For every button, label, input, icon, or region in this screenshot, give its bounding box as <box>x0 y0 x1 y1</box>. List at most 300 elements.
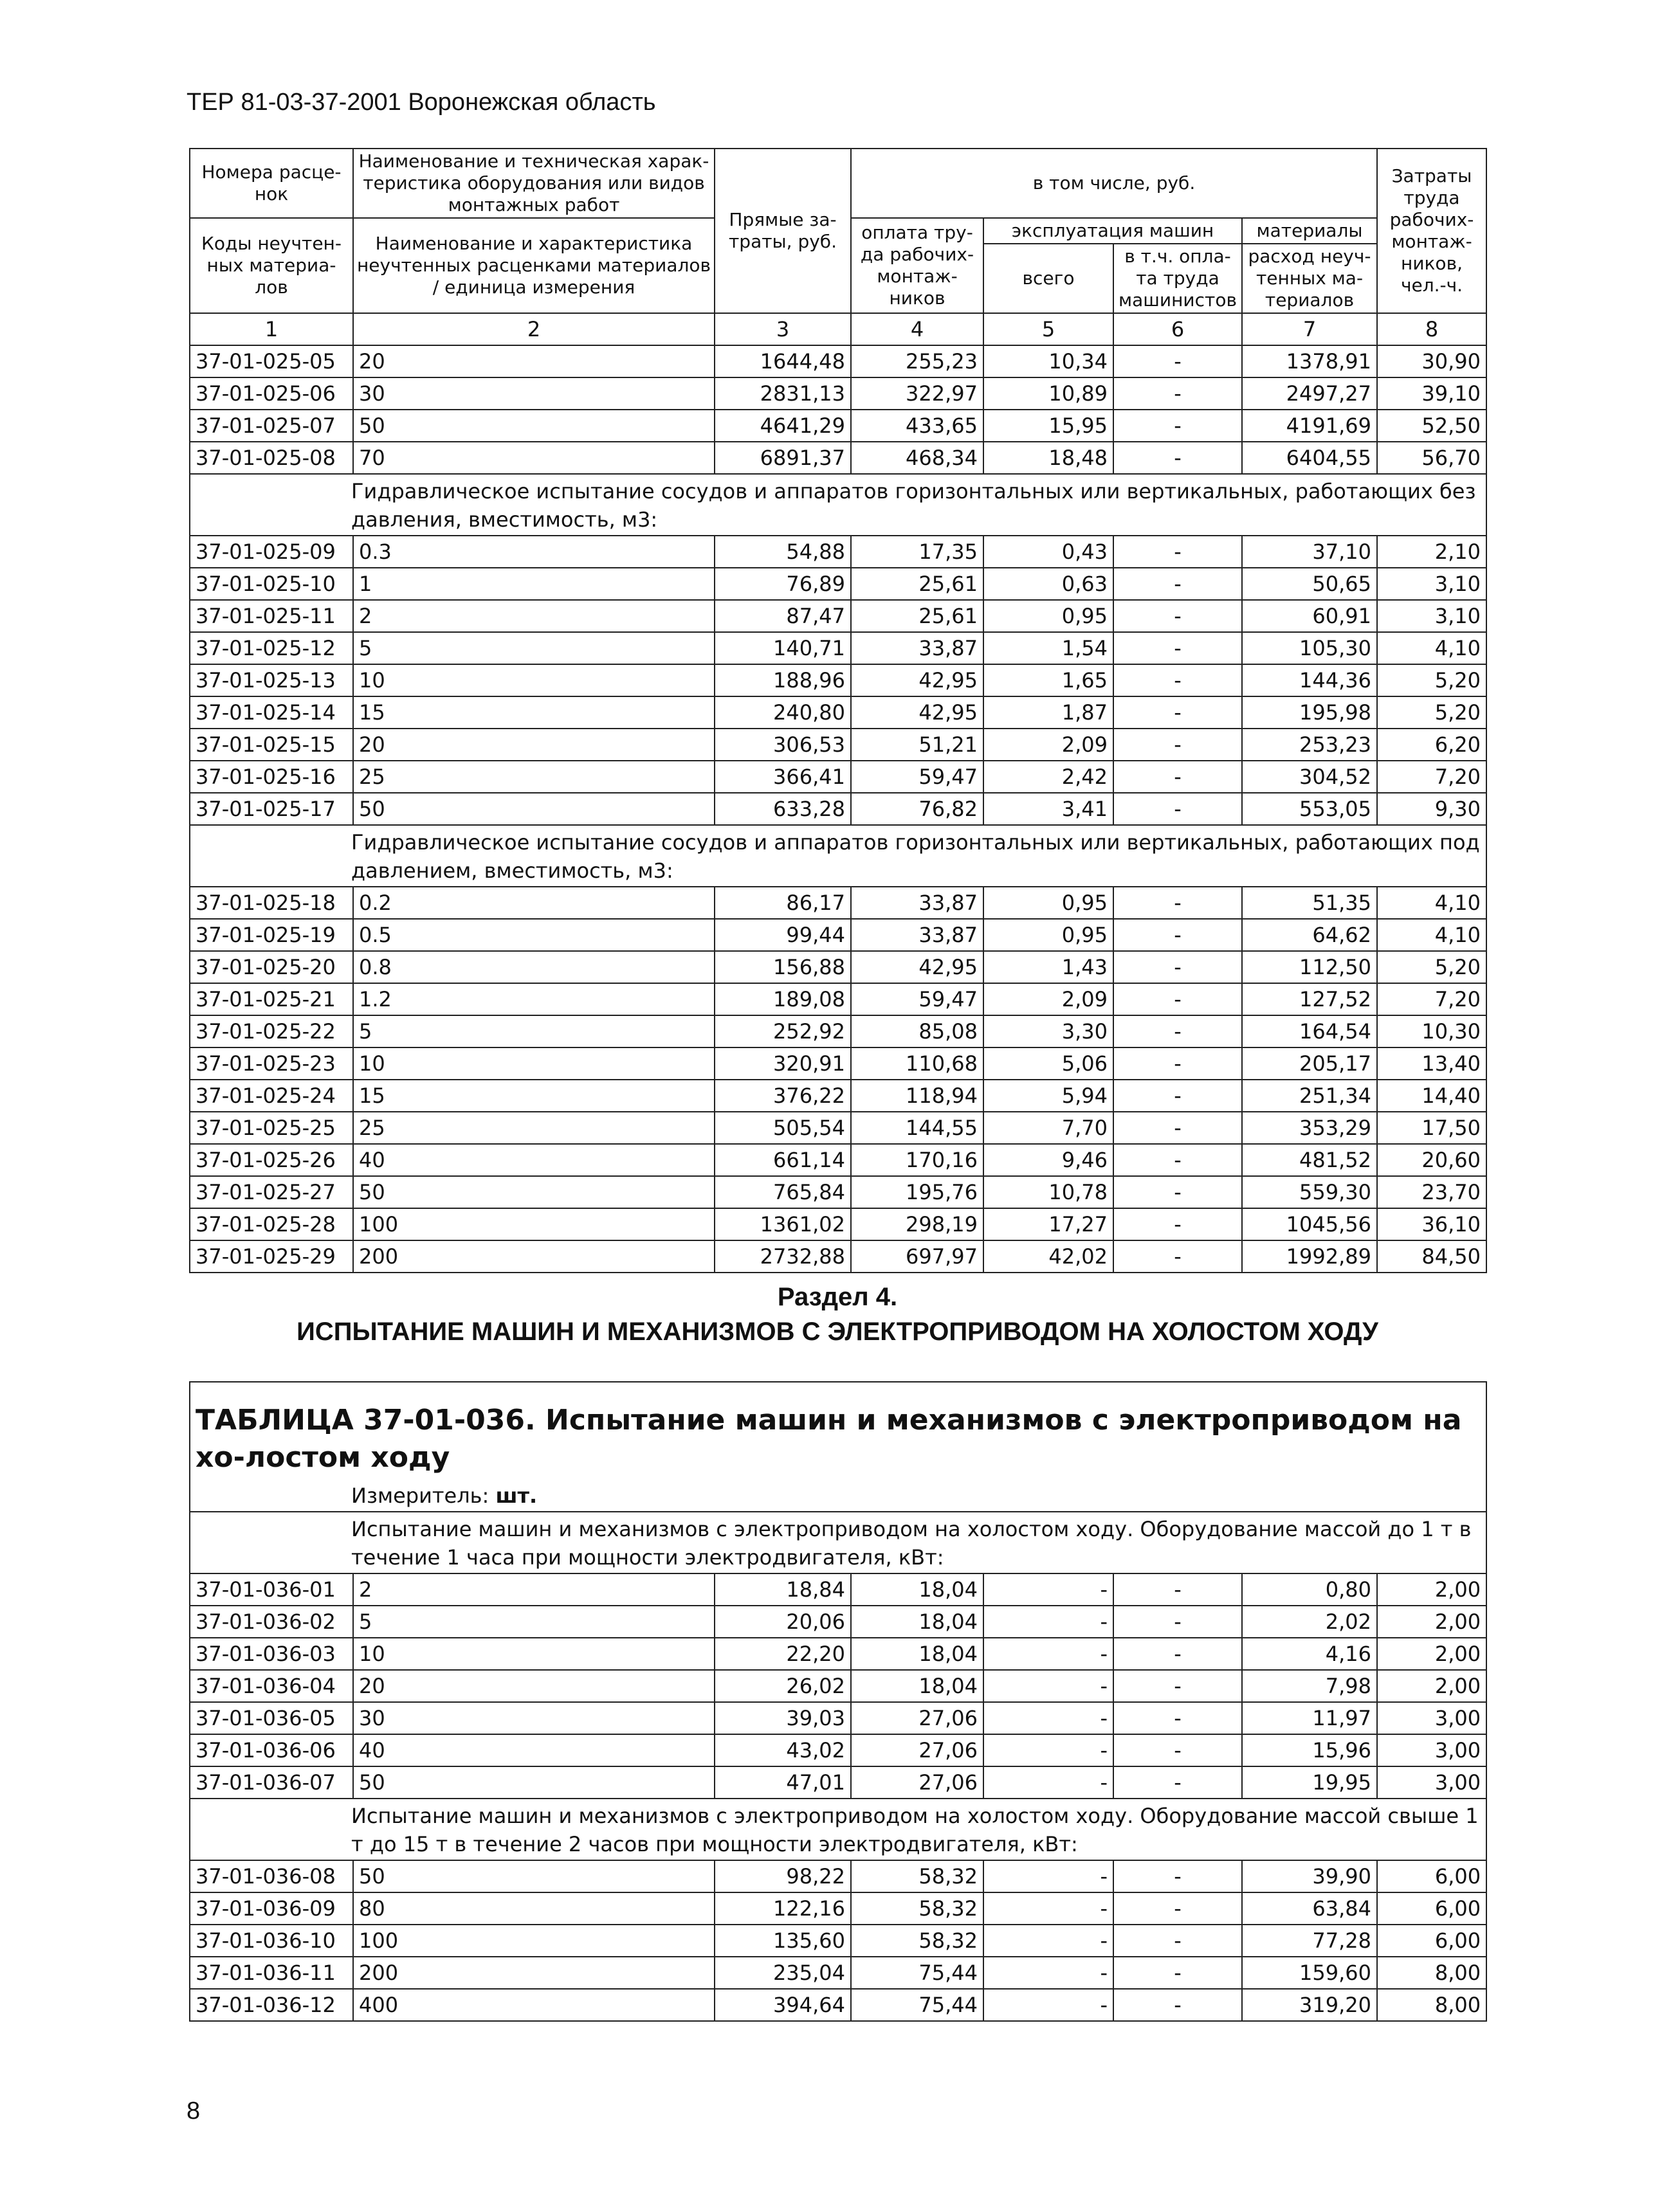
machines-operator-pay-cell: - <box>1113 1925 1242 1957</box>
machines-operator-pay-cell: - <box>1113 345 1242 377</box>
rate-code-cell: 37-01-036-09 <box>190 1892 353 1925</box>
parameter-cell: 30 <box>353 377 715 410</box>
header-labor-pay: оплата тру-да рабочих-монтаж-ников <box>851 218 983 313</box>
labor-cost-cell: 56,70 <box>1377 442 1486 474</box>
materials-cell: 7,98 <box>1242 1670 1377 1702</box>
machines-total-cell: 10,78 <box>983 1176 1113 1208</box>
group-heading-t2a <box>190 1512 1486 1573</box>
machines-operator-pay-cell: - <box>1113 729 1242 761</box>
materials-cell: 112,50 <box>1242 951 1377 983</box>
parameter-cell: 15 <box>353 696 715 729</box>
materials-cell: 164,54 <box>1242 1015 1377 1047</box>
materials-cell: 4,16 <box>1242 1638 1377 1670</box>
labor-cost-cell: 13,40 <box>1377 1047 1486 1080</box>
table-row <box>190 410 1486 442</box>
materials-cell: 553,05 <box>1242 793 1377 825</box>
labor-cost-cell: 2,00 <box>1377 1638 1486 1670</box>
header-material-codes: Коды неучтен-ных материа-лов <box>190 218 353 313</box>
table-row <box>190 1670 1486 1702</box>
table-row <box>190 1989 1486 2021</box>
direct-costs-cell: 240,80 <box>715 696 851 729</box>
parameter-cell: 50 <box>353 793 715 825</box>
direct-costs-cell: 140,71 <box>715 632 851 664</box>
rate-code-cell: 37-01-036-10 <box>190 1925 353 1957</box>
labor-pay-cell: 76,82 <box>851 793 983 825</box>
labor-cost-cell: 5,20 <box>1377 696 1486 729</box>
machines-total-cell: 10,34 <box>983 345 1113 377</box>
header-labor-cost: Затраты труда рабочих-монтаж-ников, чел.-ч. <box>1377 149 1486 313</box>
rate-code-cell: 37-01-025-10 <box>190 568 353 600</box>
table-row <box>190 793 1486 825</box>
machines-total-cell: 2,09 <box>983 729 1113 761</box>
header-work-name: Наименование и техническая харак-теристика оборудования или видов монтажных работ <box>353 149 715 218</box>
materials-cell: 39,90 <box>1242 1860 1377 1892</box>
machines-total-cell: - <box>983 1925 1113 1957</box>
materials-cell: 559,30 <box>1242 1176 1377 1208</box>
table-row <box>190 1892 1486 1925</box>
labor-pay-cell: 59,47 <box>851 761 983 793</box>
direct-costs-cell: 135,60 <box>715 1925 851 1957</box>
rate-code-cell: 37-01-036-06 <box>190 1734 353 1766</box>
parameter-cell: 15 <box>353 1080 715 1112</box>
column-number: 8 <box>1377 313 1486 345</box>
materials-cell: 2497,27 <box>1242 377 1377 410</box>
direct-costs-cell: 252,92 <box>715 1015 851 1047</box>
machines-operator-pay-cell: - <box>1113 1606 1242 1638</box>
rate-code-cell: 37-01-025-12 <box>190 632 353 664</box>
machines-total-cell: 9,46 <box>983 1144 1113 1176</box>
parameter-cell: 50 <box>353 1860 715 1892</box>
column-number: 5 <box>983 313 1113 345</box>
parameter-cell: 0.8 <box>353 951 715 983</box>
direct-costs-cell: 306,53 <box>715 729 851 761</box>
direct-costs-cell: 39,03 <box>715 1702 851 1734</box>
machines-total-cell: 42,02 <box>983 1240 1113 1273</box>
rows-t2-group-a <box>190 1573 1486 1799</box>
machines-operator-pay-cell: - <box>1113 1015 1242 1047</box>
machines-operator-pay-cell: - <box>1113 1638 1242 1670</box>
labor-cost-cell: 10,30 <box>1377 1015 1486 1047</box>
labor-pay-cell: 433,65 <box>851 410 983 442</box>
labor-cost-cell: 6,00 <box>1377 1925 1486 1957</box>
labor-cost-cell: 4,10 <box>1377 632 1486 664</box>
machines-total-cell: 7,70 <box>983 1112 1113 1144</box>
table-row <box>190 729 1486 761</box>
labor-cost-cell: 9,30 <box>1377 793 1486 825</box>
materials-cell: 63,84 <box>1242 1892 1377 1925</box>
parameter-cell: 200 <box>353 1240 715 1273</box>
machines-total-cell: - <box>983 1860 1113 1892</box>
labor-cost-cell: 6,20 <box>1377 729 1486 761</box>
group-heading-t2b <box>190 1799 1486 1860</box>
machines-total-cell: 2,09 <box>983 983 1113 1015</box>
materials-cell: 251,34 <box>1242 1080 1377 1112</box>
table-37-01-036 <box>189 1381 1487 2022</box>
materials-cell: 6404,55 <box>1242 442 1377 474</box>
direct-costs-cell: 394,64 <box>715 1989 851 2021</box>
direct-costs-cell: 99,44 <box>715 919 851 951</box>
labor-pay-cell: 17,35 <box>851 536 983 568</box>
materials-cell: 19,95 <box>1242 1766 1377 1799</box>
machines-total-cell: 5,06 <box>983 1047 1113 1080</box>
table-row <box>190 1766 1486 1799</box>
machines-operator-pay-cell: - <box>1113 536 1242 568</box>
labor-cost-cell: 3,10 <box>1377 600 1486 632</box>
machines-total-cell: 18,48 <box>983 442 1113 474</box>
labor-pay-cell: 33,87 <box>851 632 983 664</box>
direct-costs-cell: 22,20 <box>715 1638 851 1670</box>
parameter-cell: 5 <box>353 1606 715 1638</box>
labor-pay-cell: 27,06 <box>851 1766 983 1799</box>
parameter-cell: 1 <box>353 568 715 600</box>
labor-pay-cell: 468,34 <box>851 442 983 474</box>
labor-cost-cell: 5,20 <box>1377 664 1486 696</box>
machines-total-cell: 1,43 <box>983 951 1113 983</box>
running-header: ТЕР 81-03-37-2001 Воронежская область <box>187 89 656 116</box>
labor-cost-cell: 30,90 <box>1377 345 1486 377</box>
labor-pay-cell: 255,23 <box>851 345 983 377</box>
machines-operator-pay-cell: - <box>1113 1957 1242 1989</box>
rate-code-cell: 37-01-036-02 <box>190 1606 353 1638</box>
rate-code-cell: 37-01-025-19 <box>190 919 353 951</box>
column-number: 3 <box>715 313 851 345</box>
parameter-cell: 10 <box>353 664 715 696</box>
machines-operator-pay-cell: - <box>1113 983 1242 1015</box>
rate-code-cell: 37-01-025-26 <box>190 1144 353 1176</box>
direct-costs-cell: 2732,88 <box>715 1240 851 1273</box>
table-row <box>190 568 1486 600</box>
group-heading-text: Гидравлическое испытание сосудов и аппаратов горизонтальных или вертикальных, работающих без давления, вместимость, м3: <box>190 474 1486 536</box>
labor-cost-cell: 39,10 <box>1377 377 1486 410</box>
rate-code-cell: 37-01-025-15 <box>190 729 353 761</box>
machines-total-cell: 0,95 <box>983 919 1113 951</box>
table-row <box>190 887 1486 919</box>
direct-costs-cell: 6891,37 <box>715 442 851 474</box>
machines-operator-pay-cell: - <box>1113 664 1242 696</box>
materials-cell: 0,80 <box>1242 1573 1377 1606</box>
table-row <box>190 345 1486 377</box>
table-row <box>190 536 1486 568</box>
parameter-cell: 100 <box>353 1925 715 1957</box>
labor-cost-cell: 3,00 <box>1377 1702 1486 1734</box>
parameter-cell: 50 <box>353 1766 715 1799</box>
machines-operator-pay-cell: - <box>1113 1670 1242 1702</box>
machines-operator-pay-cell: - <box>1113 793 1242 825</box>
labor-pay-cell: 27,06 <box>851 1702 983 1734</box>
parameter-cell: 20 <box>353 1670 715 1702</box>
parameter-cell: 80 <box>353 1892 715 1925</box>
parameter-cell: 0.2 <box>353 887 715 919</box>
machines-operator-pay-cell: - <box>1113 1112 1242 1144</box>
labor-pay-cell: 170,16 <box>851 1144 983 1176</box>
materials-cell: 51,35 <box>1242 887 1377 919</box>
rate-code-cell: 37-01-036-01 <box>190 1573 353 1606</box>
parameter-cell: 1.2 <box>353 983 715 1015</box>
direct-costs-cell: 661,14 <box>715 1144 851 1176</box>
machines-total-cell: 1,87 <box>983 696 1113 729</box>
labor-pay-cell: 195,76 <box>851 1176 983 1208</box>
materials-cell: 319,20 <box>1242 1989 1377 2021</box>
table-row <box>190 951 1486 983</box>
table-row <box>190 1112 1486 1144</box>
group-heading-text: Испытание машин и механизмов с электроприводом на холостом ходу. Оборудование массой до 1 т в течение 1 часа при мощности электродвигателя, кВт: <box>190 1512 1486 1573</box>
parameter-cell: 10 <box>353 1047 715 1080</box>
header-material-name: Наименование и характеристика неучтенных расценками материалов / единица измерения <box>353 218 715 313</box>
table-row <box>190 1208 1486 1240</box>
parameter-cell: 0.3 <box>353 536 715 568</box>
direct-costs-cell: 189,08 <box>715 983 851 1015</box>
labor-cost-cell: 3,00 <box>1377 1766 1486 1799</box>
labor-cost-cell: 2,00 <box>1377 1670 1486 1702</box>
direct-costs-cell: 43,02 <box>715 1734 851 1766</box>
rate-code-cell: 37-01-036-11 <box>190 1957 353 1989</box>
rows-t2-group-b <box>190 1860 1486 2021</box>
direct-costs-cell: 98,22 <box>715 1860 851 1892</box>
materials-cell: 127,52 <box>1242 983 1377 1015</box>
group-heading-b <box>190 474 1486 536</box>
table-row <box>190 1860 1486 1892</box>
rate-code-cell: 37-01-025-17 <box>190 793 353 825</box>
column-number: 2 <box>353 313 715 345</box>
direct-costs-cell: 122,16 <box>715 1892 851 1925</box>
rate-code-cell: 37-01-025-18 <box>190 887 353 919</box>
header-materials: материалы <box>1242 218 1377 244</box>
machines-operator-pay-cell: - <box>1113 1892 1242 1925</box>
direct-costs-cell: 188,96 <box>715 664 851 696</box>
table-row <box>190 919 1486 951</box>
table-header <box>190 149 1486 345</box>
rate-code-cell: 37-01-025-11 <box>190 600 353 632</box>
table-row <box>190 1080 1486 1112</box>
materials-cell: 144,36 <box>1242 664 1377 696</box>
direct-costs-cell: 366,41 <box>715 761 851 793</box>
labor-pay-cell: 25,61 <box>851 600 983 632</box>
labor-pay-cell: 697,97 <box>851 1240 983 1273</box>
machines-total-cell: 1,65 <box>983 664 1113 696</box>
materials-cell: 1378,91 <box>1242 345 1377 377</box>
labor-cost-cell: 14,40 <box>1377 1080 1486 1112</box>
machines-operator-pay-cell: - <box>1113 1176 1242 1208</box>
machines-total-cell: - <box>983 1766 1113 1799</box>
rate-code-cell: 37-01-025-24 <box>190 1080 353 1112</box>
machines-operator-pay-cell: - <box>1113 951 1242 983</box>
machines-total-cell: 17,27 <box>983 1208 1113 1240</box>
materials-cell: 1045,56 <box>1242 1208 1377 1240</box>
rate-code-cell: 37-01-025-07 <box>190 410 353 442</box>
section-number: Раздел 4. <box>777 1283 898 1311</box>
machines-operator-pay-cell: - <box>1113 377 1242 410</box>
rows-group-b <box>190 536 1486 825</box>
labor-cost-cell: 4,10 <box>1377 919 1486 951</box>
table-title: ТАБЛИЦА 37-01-036. Испытание машин и механизмов с электроприводом на хо-лостом ходу <box>190 1382 1486 1480</box>
parameter-cell: 2 <box>353 1573 715 1606</box>
labor-pay-cell: 110,68 <box>851 1047 983 1080</box>
machines-total-cell: - <box>983 1638 1113 1670</box>
labor-pay-cell: 42,95 <box>851 696 983 729</box>
parameter-cell: 70 <box>353 442 715 474</box>
labor-cost-cell: 4,10 <box>1377 887 1486 919</box>
rate-code-cell: 37-01-025-25 <box>190 1112 353 1144</box>
materials-cell: 4191,69 <box>1242 410 1377 442</box>
labor-cost-cell: 2,00 <box>1377 1606 1486 1638</box>
labor-cost-cell: 8,00 <box>1377 1957 1486 1989</box>
labor-cost-cell: 84,50 <box>1377 1240 1486 1273</box>
labor-pay-cell: 18,04 <box>851 1606 983 1638</box>
machines-operator-pay-cell: - <box>1113 1144 1242 1176</box>
group-heading-text: Испытание машин и механизмов с электроприводом на холостом ходу. Оборудование массой свыше 1 т до 15 т в течение 2 часов при мощности электродвигателя, кВт: <box>190 1799 1486 1860</box>
unit-line <box>190 1480 1486 1512</box>
group-heading-text: Гидравлическое испытание сосудов и аппаратов горизонтальных или вертикальных, работающих под давлением, вместимость, м3: <box>190 825 1486 887</box>
table2-caption <box>190 1382 1486 1512</box>
table-row <box>190 1047 1486 1080</box>
labor-cost-cell: 36,10 <box>1377 1208 1486 1240</box>
direct-costs-cell: 76,89 <box>715 568 851 600</box>
machines-total-cell: 0,43 <box>983 536 1113 568</box>
table-row <box>190 1144 1486 1176</box>
machines-total-cell: 0,95 <box>983 887 1113 919</box>
labor-pay-cell: 322,97 <box>851 377 983 410</box>
labor-cost-cell: 5,20 <box>1377 951 1486 983</box>
machines-operator-pay-cell: - <box>1113 442 1242 474</box>
labor-pay-cell: 144,55 <box>851 1112 983 1144</box>
machines-total-cell: - <box>983 1957 1113 1989</box>
machines-operator-pay-cell: - <box>1113 1208 1242 1240</box>
direct-costs-cell: 765,84 <box>715 1176 851 1208</box>
parameter-cell: 2 <box>353 600 715 632</box>
parameter-cell: 100 <box>353 1208 715 1240</box>
header-materials-consumption: расход неуч-тенных ма-териалов <box>1242 244 1377 313</box>
rate-code-cell: 37-01-025-29 <box>190 1240 353 1273</box>
direct-costs-cell: 2831,13 <box>715 377 851 410</box>
parameter-cell: 25 <box>353 1112 715 1144</box>
machines-operator-pay-cell: - <box>1113 410 1242 442</box>
machines-operator-pay-cell: - <box>1113 1989 1242 2021</box>
unit-label: Измеритель: <box>351 1483 489 1508</box>
labor-pay-cell: 18,04 <box>851 1573 983 1606</box>
materials-cell: 481,52 <box>1242 1144 1377 1176</box>
parameter-cell: 50 <box>353 410 715 442</box>
table-row <box>190 1015 1486 1047</box>
labor-cost-cell: 6,00 <box>1377 1860 1486 1892</box>
materials-cell: 60,91 <box>1242 600 1377 632</box>
labor-cost-cell: 3,10 <box>1377 568 1486 600</box>
column-number: 4 <box>851 313 983 345</box>
table-row <box>190 761 1486 793</box>
machines-total-cell: 5,94 <box>983 1080 1113 1112</box>
direct-costs-cell: 633,28 <box>715 793 851 825</box>
parameter-cell: 20 <box>353 345 715 377</box>
labor-pay-cell: 58,32 <box>851 1892 983 1925</box>
machines-total-cell: - <box>983 1606 1113 1638</box>
labor-pay-cell: 118,94 <box>851 1080 983 1112</box>
header-machines-operator-pay: в т.ч. опла-та труда машинистов <box>1113 244 1242 313</box>
group-heading-c <box>190 825 1486 887</box>
machines-total-cell: - <box>983 1734 1113 1766</box>
rate-code-cell: 37-01-036-03 <box>190 1638 353 1670</box>
rate-code-cell: 37-01-025-09 <box>190 536 353 568</box>
parameter-cell: 25 <box>353 761 715 793</box>
direct-costs-cell: 505,54 <box>715 1112 851 1144</box>
table-row <box>190 442 1486 474</box>
labor-cost-cell: 7,20 <box>1377 761 1486 793</box>
materials-cell: 205,17 <box>1242 1047 1377 1080</box>
machines-total-cell: - <box>983 1892 1113 1925</box>
direct-costs-cell: 20,06 <box>715 1606 851 1638</box>
rates-table <box>189 148 1487 1273</box>
materials-cell: 15,96 <box>1242 1734 1377 1766</box>
rate-code-cell: 37-01-025-06 <box>190 377 353 410</box>
rate-code-cell: 37-01-036-05 <box>190 1702 353 1734</box>
labor-cost-cell: 3,00 <box>1377 1734 1486 1766</box>
materials-cell: 353,29 <box>1242 1112 1377 1144</box>
machines-operator-pay-cell: - <box>1113 696 1242 729</box>
direct-costs-cell: 4641,29 <box>715 410 851 442</box>
labor-cost-cell: 2,10 <box>1377 536 1486 568</box>
materials-cell: 77,28 <box>1242 1925 1377 1957</box>
labor-pay-cell: 85,08 <box>851 1015 983 1047</box>
table-row <box>190 1957 1486 1989</box>
parameter-cell: 200 <box>353 1957 715 1989</box>
labor-pay-cell: 27,06 <box>851 1734 983 1766</box>
table-row <box>190 600 1486 632</box>
rate-code-cell: 37-01-025-21 <box>190 983 353 1015</box>
parameter-cell: 50 <box>353 1176 715 1208</box>
rate-code-cell: 37-01-025-22 <box>190 1015 353 1047</box>
direct-costs-cell: 87,47 <box>715 600 851 632</box>
rate-code-cell: 37-01-025-14 <box>190 696 353 729</box>
labor-pay-cell: 42,95 <box>851 664 983 696</box>
direct-costs-cell: 235,04 <box>715 1957 851 1989</box>
column-number: 1 <box>190 313 353 345</box>
materials-cell: 11,97 <box>1242 1702 1377 1734</box>
parameter-cell: 30 <box>353 1702 715 1734</box>
labor-pay-cell: 59,47 <box>851 983 983 1015</box>
header-machines-total: всего <box>983 244 1113 313</box>
parameter-cell: 40 <box>353 1734 715 1766</box>
table-row <box>190 983 1486 1015</box>
parameter-cell: 10 <box>353 1638 715 1670</box>
rows-group-c <box>190 887 1486 1273</box>
machines-operator-pay-cell: - <box>1113 1080 1242 1112</box>
machines-total-cell: 3,30 <box>983 1015 1113 1047</box>
parameter-cell: 0.5 <box>353 919 715 951</box>
machines-operator-pay-cell: - <box>1113 919 1242 951</box>
labor-cost-cell: 8,00 <box>1377 1989 1486 2021</box>
rate-code-cell: 37-01-036-07 <box>190 1766 353 1799</box>
machines-total-cell: 2,42 <box>983 761 1113 793</box>
labor-pay-cell: 18,04 <box>851 1638 983 1670</box>
table-row <box>190 696 1486 729</box>
labor-pay-cell: 18,04 <box>851 1670 983 1702</box>
rows-group-a <box>190 345 1486 474</box>
section-heading: ИСПЫТАНИЕ МАШИН И МЕХАНИЗМОВ С ЭЛЕКТРОПРИВОДОМ НА ХОЛОСТОМ ХОДУ <box>297 1318 1378 1346</box>
direct-costs-cell: 320,91 <box>715 1047 851 1080</box>
materials-cell: 159,60 <box>1242 1957 1377 1989</box>
labor-pay-cell: 58,32 <box>851 1925 983 1957</box>
column-numbers-row <box>190 313 1486 345</box>
rate-code-cell: 37-01-036-08 <box>190 1860 353 1892</box>
materials-cell: 37,10 <box>1242 536 1377 568</box>
machines-total-cell: - <box>983 1702 1113 1734</box>
machines-operator-pay-cell: - <box>1113 568 1242 600</box>
column-number: 6 <box>1113 313 1242 345</box>
parameter-cell: 20 <box>353 729 715 761</box>
rate-code-cell: 37-01-025-20 <box>190 951 353 983</box>
machines-total-cell: - <box>983 1573 1113 1606</box>
column-number: 7 <box>1242 313 1377 345</box>
machines-operator-pay-cell: - <box>1113 761 1242 793</box>
table-row <box>190 1734 1486 1766</box>
